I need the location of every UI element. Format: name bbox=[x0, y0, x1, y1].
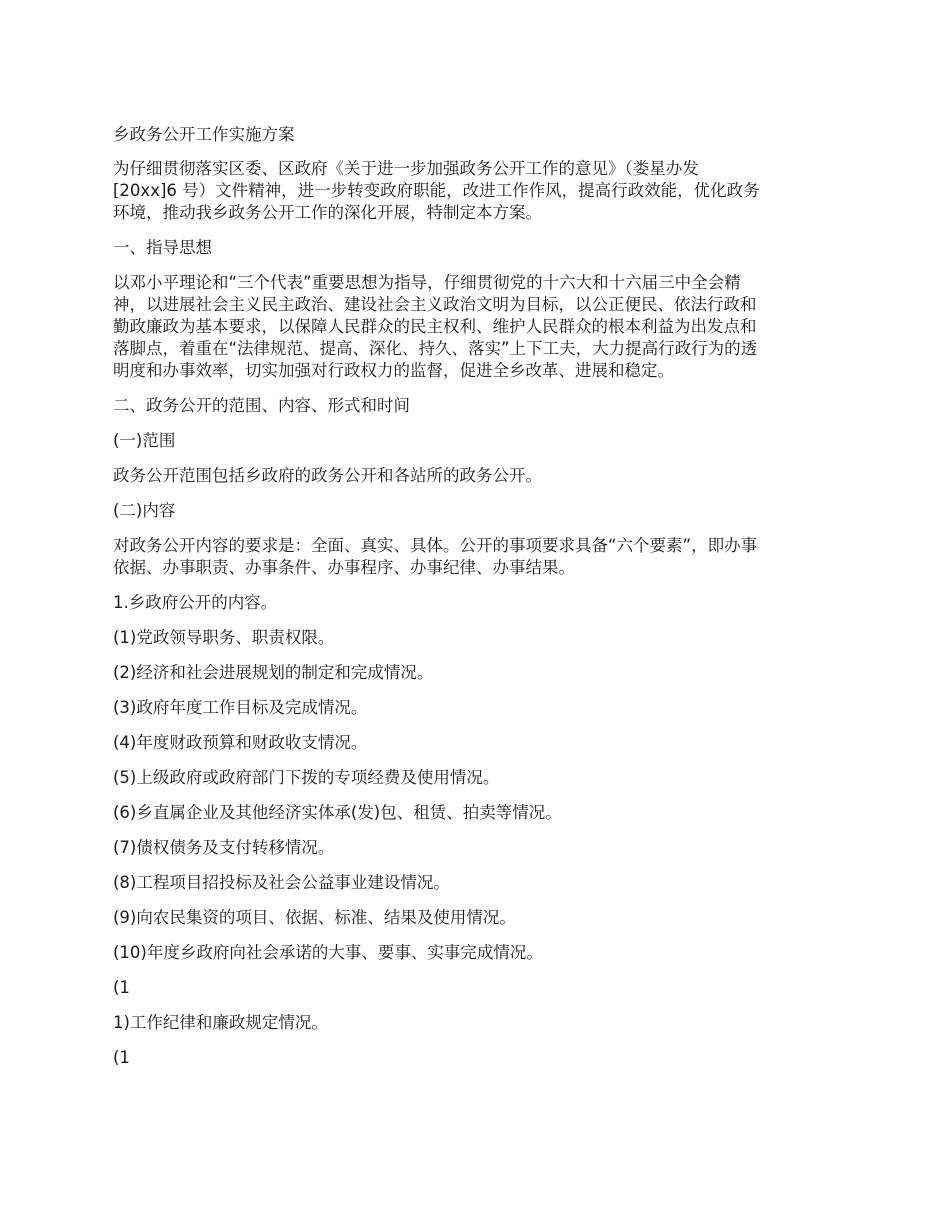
heading-scope-content: 二、政务公开的范围、内容、形式和时间 bbox=[113, 396, 410, 415]
subheading-content: (二)内容 bbox=[113, 501, 176, 520]
paragraph-content: 对政务公开内容的要求是：全面、真实、具体。公开的事项要求具备“六个要素”，即办事 依据、办事职责、办事条件、办事程序、办事纪律、办事结果。 bbox=[113, 536, 758, 577]
paragraph-scope: 政务公开范围包括乡政府的政务公开和各站所的政务公开。 bbox=[113, 466, 542, 485]
list-item: (5)上级政府或政府部门下拨的专项经费及使用情况。 bbox=[113, 768, 500, 787]
list-item: (3)政府年度工作目标及完成情况。 bbox=[113, 698, 368, 717]
list-heading: 1.乡政府公开的内容。 bbox=[113, 593, 278, 612]
paragraph-guiding-ideology: 以邓小平理论和“三个代表”重要思想为指导，仔细贯彻党的十六大和十六届三中全会精 神，以进展社会主义民主政治、建设社会主义政治文明为目标，以公正便民、依法行政和 勤政廉政为基本要求，以保障人民群众的民主权利、维护人民群众的根本利益为出发点和 落脚点，着重在“法律规范、提高、深化、持久、落实”上下工夫，大力提高行政行为的透 明度和办事效率，切实加强对行政权力的监督，促进全乡改革、进展和稳定。 bbox=[113, 273, 758, 380]
heading-guiding-ideology: 一、指导思想 bbox=[113, 238, 212, 257]
list-item: (2)经济和社会进展规划的制定和完成情况。 bbox=[113, 663, 434, 682]
paragraph-intro: 为仔细贯彻落实区委、区政府《关于进一步加强政务公开工作的意见》（娄星办发 [20xx]6 号）文件精神，进一步转变政府职能，改进工作作风，提高行政效能，优化政务 环境，推动我乡政务公开工作的深化开展，特制定本方案。 bbox=[113, 159, 760, 222]
list-item: (8)工程项目招投标及社会公益事业建设情况。 bbox=[113, 873, 450, 892]
list-item: (7)债权债务及支付转移情况。 bbox=[113, 838, 335, 857]
list-item-fragment: (1 bbox=[113, 978, 130, 997]
list-item: (1)党政领导职务、职责权限。 bbox=[113, 628, 335, 647]
list-item: (10)年度乡政府向社会承诺的大事、要事、实事完成情况。 bbox=[113, 943, 543, 962]
document-page bbox=[113, 124, 843, 1082]
subheading-scope: (一)范围 bbox=[113, 431, 176, 450]
list-item: (9)向农民集资的项目、依据、标准、结果及使用情况。 bbox=[113, 908, 516, 927]
list-item: 1)工作纪律和廉政规定情况。 bbox=[113, 1013, 328, 1032]
document-title: 乡政务公开工作实施方案 bbox=[113, 125, 295, 144]
list-item: (4)年度财政预算和财政收支情况。 bbox=[113, 733, 368, 752]
list-item: (6)乡直属企业及其他经济实体承(发)包、租赁、拍卖等情况。 bbox=[113, 803, 562, 822]
list-item-fragment: (1 bbox=[113, 1048, 130, 1067]
